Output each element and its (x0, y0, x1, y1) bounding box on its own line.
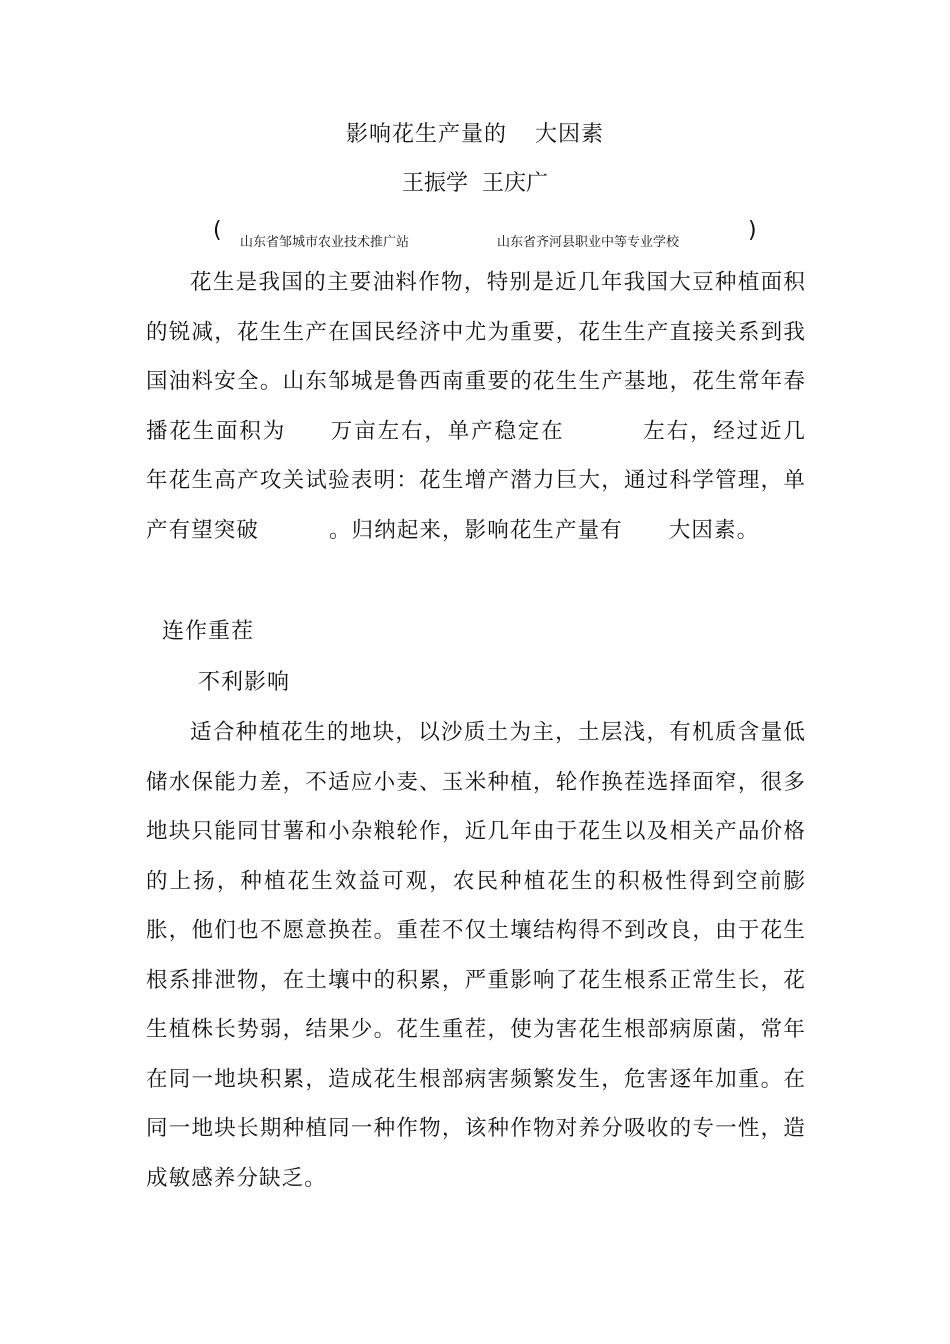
affiliation-open-paren: ( (213, 218, 222, 243)
author-1: 王振学 (401, 171, 468, 196)
affiliation-close-paren: ) (748, 218, 757, 243)
author-line (0, 167, 950, 201)
intro-paragraph (146, 258, 806, 555)
section-subheading: 不利影响 (198, 670, 291, 695)
author-2: 王庆广 (482, 171, 549, 196)
intro-text-1: 花生是我国的主要油料作物，特别是近几年我国大豆种植面积的锐减，花生生产在国民经济中尤为重要，花生生产直接关系到我国油料安全。山东邹城是鲁西南重要的花生生产基地，花生常年春播花生面积为 (146, 270, 806, 444)
title-part-2: 大因素 (535, 122, 605, 147)
intro-text-5: 大因素。 (668, 517, 760, 543)
intro-text-2: 万亩左右，单产稳定在 (330, 418, 565, 444)
intro-text-3: 左右，经过近几年花生高产攻关试验表明：花生增产潜力巨大，通过科学管理，单产有望突破 (146, 418, 807, 543)
affiliation-1: 山东省邹城市农业技术推广站 (240, 235, 410, 250)
intro-text-4: 。归纳起来，影响花生产量有 (329, 517, 623, 543)
document-title (0, 118, 950, 152)
title-part-1: 影响花生产量的 (345, 122, 507, 147)
section-body-paragraph: 适合种植花生的地块，以沙质土为主，土层浅，有机质含量低储水保能力差，不适应小麦、玉米种植，轮作换茬选择面窄，很多地块只能同甘薯和小杂粮轮作，近几年由于花生以及相关产品价格的上扬，种植花生效益可观，农民种植花生的积极性得到空前膨胀，他们也不愿意换茬。重茬不仅土壤结构得不到改良，由于花生根系排泄物，在土壤中的积累，严重影响了花生根系正常生长，花生植株长势弱，结果少。花生重茬，使为害花生根部病原菌，常年在同一地块积累，造成花生根部病害频繁发生，危害逐年加重。在同一地块长期种植同一种作物，该种作物对养分吸收的专一性，造成敏感养分缺乏。 (146, 720, 806, 1191)
section-heading: 连作重茬 (162, 619, 255, 644)
affiliation-2: 山东省齐河县职业中等专业学校 (497, 235, 680, 250)
